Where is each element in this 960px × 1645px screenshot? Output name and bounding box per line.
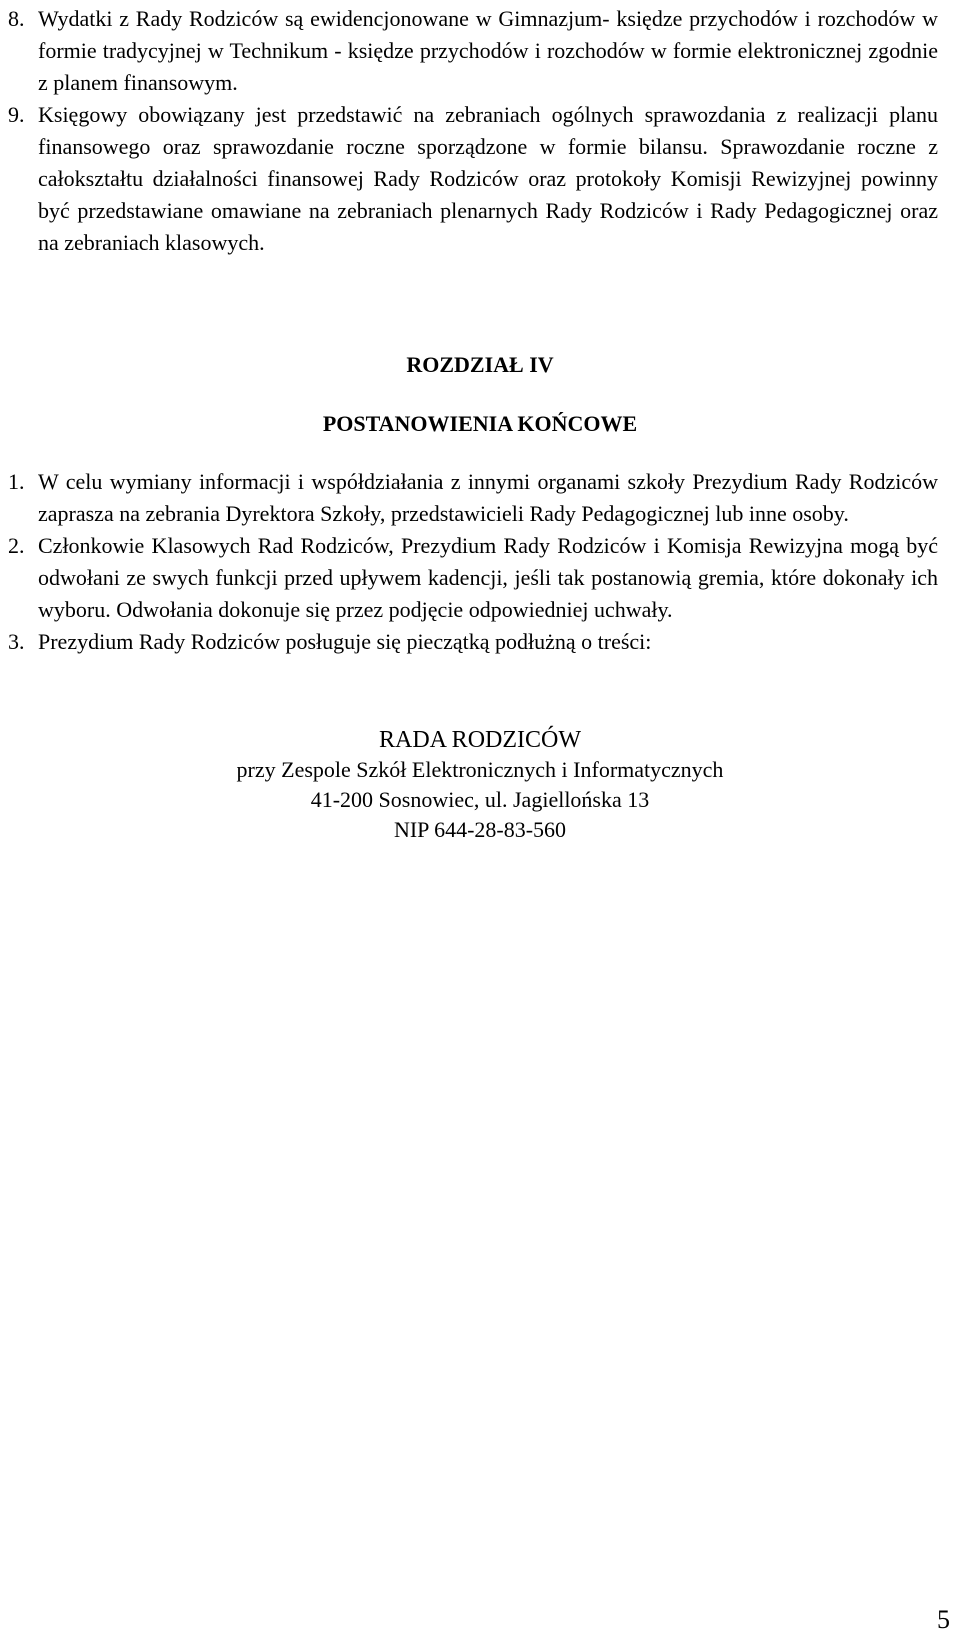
numbered-list-finance — [8, 3, 938, 259]
stamp-line-school: przy Zespole Szkół Elektronicznych i Informatycznych — [236, 757, 724, 782]
stamp-line-address: 41-200 Sosnowiec, ul. Jagiellońska 13 — [310, 787, 650, 812]
item-number: 9. — [8, 102, 25, 127]
item-text: Prezydium Rady Rodziców posługuje się pieczątką podłużną o treści: — [38, 629, 652, 654]
chapter-title: POSTANOWIENIA KOŃCOWE — [322, 411, 638, 436]
list-item-8 — [8, 3, 938, 99]
item-number: 8. — [8, 6, 25, 31]
item-number: 3. — [8, 629, 25, 654]
chapter-heading: ROZDZIAŁ IV — [406, 352, 554, 377]
stamp-line-nip: NIP 644-28-83-560 — [393, 817, 567, 842]
page-number: 5 — [937, 1605, 950, 1634]
numbered-list-final-provisions — [8, 466, 938, 658]
stamp-text-block — [0, 725, 960, 845]
list-item-2 — [8, 530, 938, 626]
item-text: W celu wymiany informacji i współdziałania z innymi organami szkoły Prezydium Rady Rodziców zaprasza na zebrania Dyrektora Szkoły, przedstawicieli Rady Pedagogicznej lub inne osoby. — [38, 469, 938, 526]
item-text: Księgowy obowiązany jest przedstawić na zebraniach ogólnych sprawozdania z realizacji planu finansowego oraz sprawozdanie roczne sporządzone w formie bilansu. Sprawozdanie roczne z całokształtu działalności finansowej Rady Rodziców oraz protokoły Komisji Rewizyjnej powinny być przedstawiane omawiane na zebraniach plenarnych Rady Rodziców i Rady Pedagogicznej oraz na zebraniach klasowych. — [38, 102, 938, 255]
stamp-line-name: RADA RODZICÓW — [379, 727, 581, 753]
list-item-1 — [8, 466, 938, 530]
item-number: 2. — [8, 533, 25, 558]
list-item-9 — [8, 99, 938, 259]
item-text: Wydatki z Rady Rodziców są ewidencjonowane w Gimnazjum- księdze przychodów i rozchodów w formie tradycyjnej w Technikum - księdze przychodów i rozchodów w formie elektronicznej zgodnie z planem finansowym. — [38, 6, 938, 95]
list-item-3 — [8, 626, 938, 658]
item-text: Członkowie Klasowych Rad Rodziców, Prezydium Rady Rodziców i Komisja Rewizyjna mogą być odwołani ze swych funkcji przed upływem kadencji, jeśli tak postanowią gremia, które dokonały ich wyboru. Odwołania dokonuje się przez podjęcie odpowiedniej uchwały. — [38, 533, 938, 622]
item-number: 1. — [8, 469, 25, 494]
